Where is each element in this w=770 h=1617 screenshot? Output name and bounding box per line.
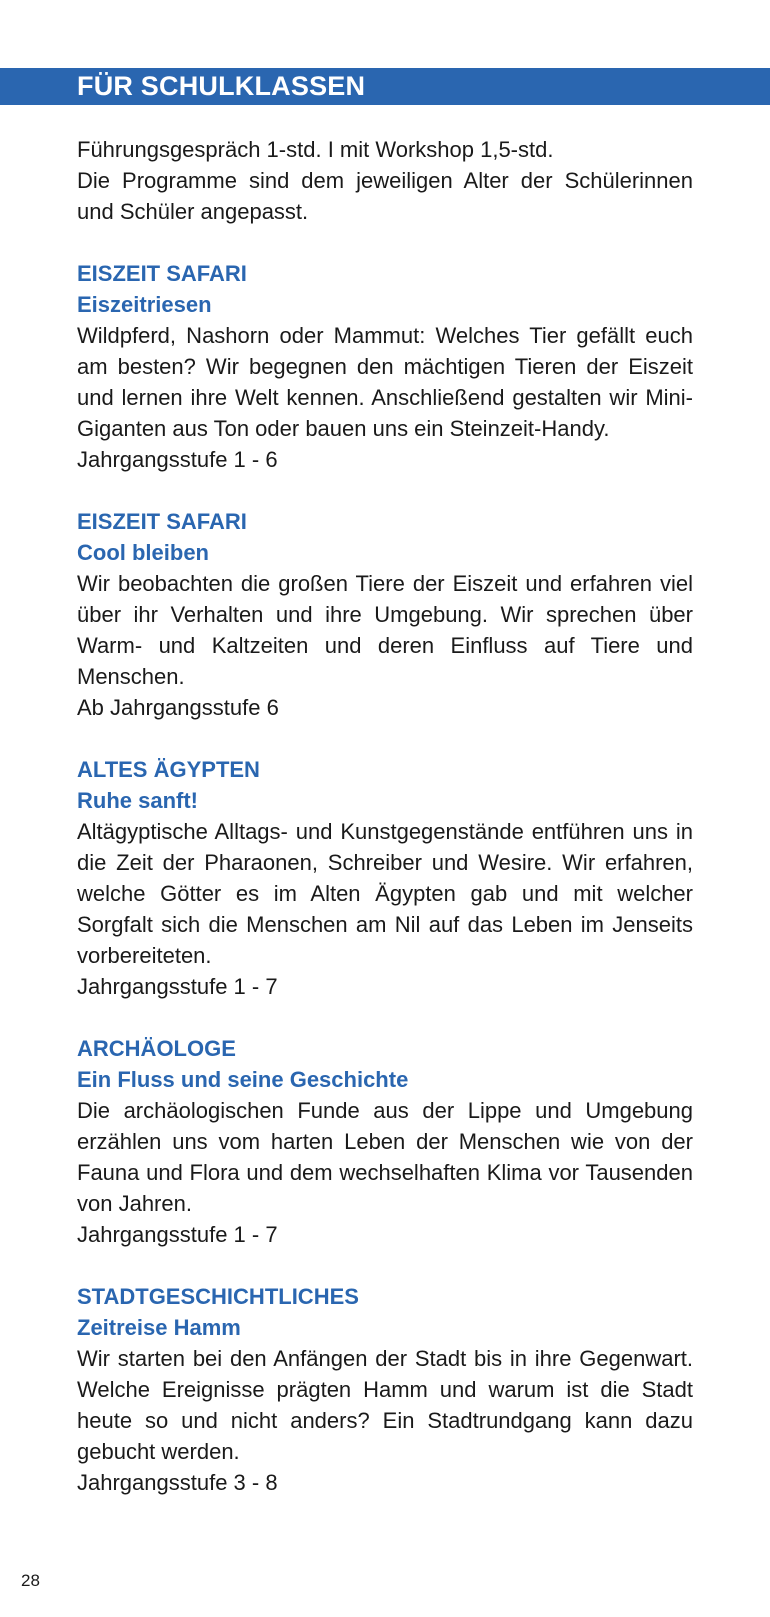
program-category: EISZEIT SAFARI	[77, 509, 247, 534]
program-block	[77, 1281, 693, 1498]
program-description: Altägyptische Alltags- und Kunstgegenstände entführen uns in die Zeit der Pharaonen, Schreiber und Wesire. Wir erfahren, welche Götter es im Alten Ägypten gab und mit welcher Sorgfalt sich die Menschen am Nil auf das Leben im Jenseits vorbereiteten.	[77, 819, 693, 968]
program-title: Zeitreise Hamm	[77, 1315, 241, 1340]
program-description: Die archäologischen Funde aus der Lippe und Umgebung erzählen uns vom harten Leben der Menschen wie von der Fauna und Flora und dem wechselhaften Klima vor Tausenden von Jahren.	[77, 1098, 693, 1216]
page-number: 28	[21, 1571, 40, 1590]
program-block	[77, 258, 693, 475]
page-content	[77, 134, 693, 1529]
program-title: Cool bleiben	[77, 540, 209, 565]
section-title: FÜR SCHULKLASSEN	[77, 71, 366, 101]
program-block	[77, 506, 693, 723]
program-title: Ein Fluss und seine Geschichte	[77, 1067, 409, 1092]
program-description: Wildpferd, Nashorn oder Mammut: Welches Tier gefällt euch am besten? Wir begegnen den mächtigen Tieren der Eiszeit und lernen ihre Welt kennen. Anschließend gestalten wir Mini-Giganten aus Ton oder bauen uns ein Steinzeit-Handy.	[77, 323, 693, 441]
program-grade: Ab Jahrgangsstufe 6	[77, 695, 279, 720]
program-category: ARCHÄOLOGE	[77, 1036, 236, 1061]
program-description: Wir starten bei den Anfängen der Stadt bis in ihre Gegenwart. Welche Ereignisse prägten Hamm und warum ist die Stadt heute so und nicht anders? Ein Stadtrundgang kann dazu gebucht werden.	[77, 1346, 693, 1464]
program-category: EISZEIT SAFARI	[77, 261, 247, 286]
section-header-bar	[0, 68, 770, 105]
program-grade: Jahrgangsstufe 1 - 7	[77, 974, 278, 999]
program-description: Wir beobachten die großen Tiere der Eiszeit und erfahren viel über ihr Verhalten und ihre Umgebung. Wir sprechen über Warm- und Kaltzeiten und deren Einfluss auf Tiere und Menschen.	[77, 571, 693, 689]
program-grade: Jahrgangsstufe 3 - 8	[77, 1470, 278, 1495]
program-title: Ruhe sanft!	[77, 788, 198, 813]
program-title: Eiszeitriesen	[77, 292, 212, 317]
program-category: ALTES ÄGYPTEN	[77, 757, 260, 782]
program-block	[77, 1033, 693, 1250]
program-block	[77, 754, 693, 1002]
intro-paragraph	[77, 134, 693, 227]
intro-age-note: Die Programme sind dem jeweiligen Alter der Schülerinnen und Schüler angepasst.	[77, 168, 693, 224]
program-grade: Jahrgangsstufe 1 - 7	[77, 1222, 278, 1247]
intro-duration: Führungsgespräch 1-std. I mit Workshop 1,5-std.	[77, 137, 554, 162]
program-category: STADTGESCHICHTLICHES	[77, 1284, 359, 1309]
program-grade: Jahrgangsstufe 1 - 6	[77, 447, 278, 472]
